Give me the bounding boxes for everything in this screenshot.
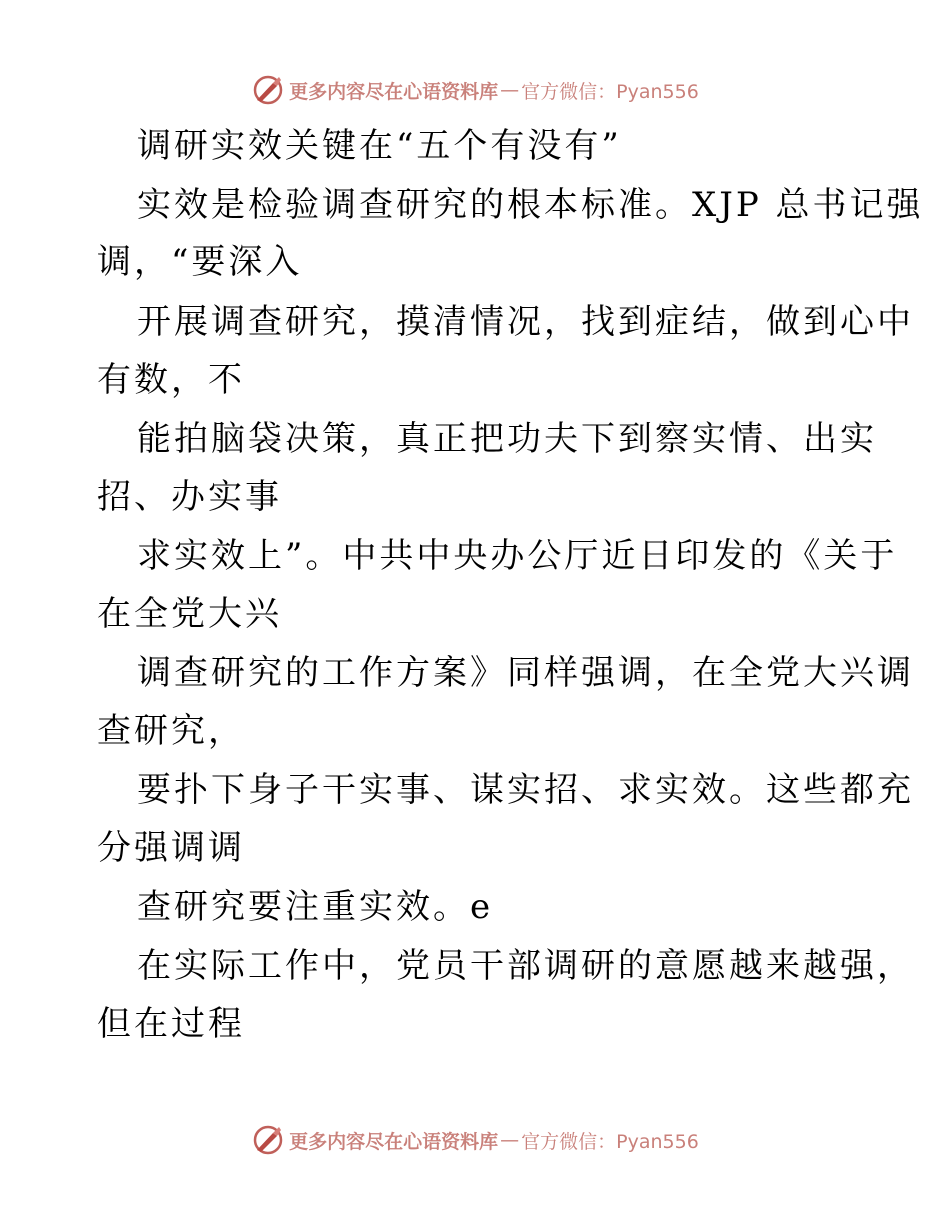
- doc-line: 开展调查研究，摸清情况，找到症结，做到心中: [137, 302, 914, 342]
- doc-line: 分强调调: [97, 828, 245, 868]
- header-watermark: [0, 68, 950, 112]
- doc-line: 但在过程: [97, 1004, 245, 1044]
- doc-line: 调查研究的工作方案》同样强调，在全党大兴调: [137, 653, 914, 693]
- doc-line: 要扑下身子干实事、谋实招、求实效。这些都充: [137, 770, 914, 810]
- doc-line: 招、办实事: [97, 477, 282, 517]
- watermark-contact: 官方微信：Pyan556: [521, 80, 699, 103]
- doc-line: 求实效上”。中共中央办公厅近日印发的《关于: [137, 536, 898, 576]
- watermark-separator: —: [500, 1129, 520, 1151]
- doc-line: 实效是检验调查研究的根本标准。XJP 总书记强: [137, 185, 924, 225]
- watermark-contact: 官方微信：Pyan556: [521, 1130, 699, 1153]
- footer-watermark: [0, 1118, 950, 1162]
- quill-logo-icon: [251, 1123, 285, 1157]
- quill-logo-icon: [251, 73, 285, 107]
- doc-title: 调研实效关键在“五个有没有”: [137, 126, 622, 166]
- doc-line: 在实际工作中，党员干部调研的意愿越来越强，: [137, 946, 914, 986]
- doc-line: 查研究要注重实效。e: [137, 887, 494, 927]
- doc-line: 有数，不: [97, 360, 245, 400]
- watermark-brand: 更多内容尽在心语资料库: [289, 1130, 499, 1153]
- doc-line: 调，“要深入: [97, 242, 303, 282]
- watermark-brand: 更多内容尽在心语资料库: [289, 80, 499, 103]
- doc-line: 查研究，: [97, 711, 245, 751]
- doc-line: 能拍脑袋决策，真正把功夫下到察实情、出实: [137, 419, 877, 459]
- watermark-separator: —: [500, 79, 520, 101]
- doc-line: 在全党大兴: [97, 594, 282, 634]
